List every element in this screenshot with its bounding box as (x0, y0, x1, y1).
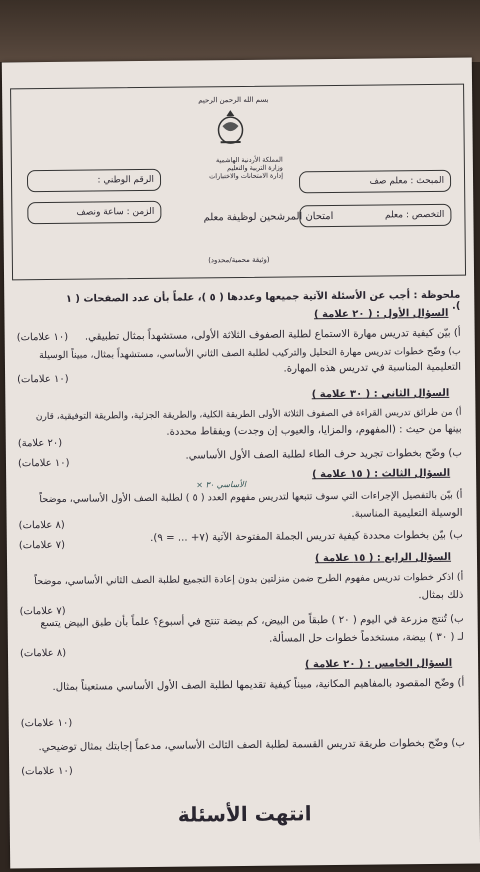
q4-item-a: أ) اذكر خطوات تدريس مفهوم الطرح ضمن منزلتين بدون إعادة التجميع لطلبة الصف الثاني الأساسي، موضحاً (34, 571, 464, 588)
q2-item-a-cont: بينها من حيث : (المفهوم، والمزايا، والعيوب إن وجدت) ويفقاط محددة. (166, 423, 462, 438)
ministry-block (203, 156, 283, 181)
q5-item-b-mark: (١٠ علامات) (21, 765, 73, 778)
q5-item-a: أ) وضّح المقصود بالمفاهيم المكانية، مبيناً كيفية تقديمها لطلبة الصف الأول الأساسي مستعيناً بمثال. (52, 677, 465, 693)
q1-item-b: ب) وضّح خطوات تدريس مهارة التحليل والتركيب لطلبة الصف الثاني الأساسي، مستشهداً بمثال، مبيناً الوسيلة (38, 345, 461, 362)
background-top (0, 0, 480, 62)
question-4-title: السؤال الرابع : ( ١٥ علامة ) (314, 551, 452, 565)
question-3-title: السؤال الثالث : ( ١٥ علامة ) (312, 467, 451, 481)
exam-sheet (2, 58, 480, 869)
question-2-title: السؤال الثاني : ( ٣٠ علامة ) (311, 387, 450, 401)
question-1-title: السؤال الأول : ( ٢٠ علامة ) (313, 307, 449, 321)
end-of-questions: انتهت الأسئلة (177, 801, 312, 827)
ministry-line-2: وزارة التربية والتعليم (227, 163, 283, 173)
specialty-field: التخصص : معلم (299, 204, 451, 228)
q1-item-a-mark: (١٠ علامات) (16, 331, 69, 344)
national-id-field: الرقم الوطني : (27, 169, 161, 192)
jordan-emblem-icon (212, 108, 248, 148)
q3-item-b: ب) بيّن بخطوات محددة كيفية تدريس الجملة المفتوحة الآتية (٧+ ... = ٩). (150, 529, 463, 544)
q3-item-a: أ) بيّن بالتفصيل الإجراءات التي سوف تتبعها لتدريس مفهوم العدد ( ٥ ) لطلبة الصف الأول الأساسي، موضحاً (39, 489, 463, 506)
q2-item-b: ب) وضّح بخطوات تجريد حرف الطاء لطلبة الصف الأول الأساسي. (185, 447, 462, 462)
ministry-line-1: المملكة الأردنية الهاشمية (215, 155, 283, 165)
q4-item-b: ب) تُنتج مزرعة في اليوم ( ٢٠ ) طبقاً من البيض، كم بيضة تنتج في أسبوع؟ علماً بأن طبق البيض يتسع (40, 613, 464, 630)
q3-item-a-mark: (٨ علامات) (18, 519, 65, 532)
q1-item-b-cont: التعليمية المناسبة في تدريس هذه المهارة. (283, 361, 462, 375)
booklet-note: (وثيقة محمية/محدود) (208, 255, 270, 265)
exam-title: امتحان المرشحين لوظيفة معلم (203, 211, 334, 224)
question-5-title: السؤال الخامس : ( ٢٠ علامة ) (304, 657, 453, 671)
q4-item-b-mark: (٨ علامات) (19, 647, 67, 660)
subject-field: المبحث : معلم صف (299, 170, 451, 194)
q4-item-b-cont: لـ ( ٣٠ ) بيضة، مستخدماً خطوات حل المسألة. (269, 631, 464, 645)
ministry-line-3: إدارة الامتحانات والاختبارات (209, 171, 284, 181)
q1-item-a: أ) بيّن كيفية تدريس مهارة الاستماع لطلبة الصفوف الثلاثة الأولى، مستشهداً بمثال تطبيقي. (84, 327, 461, 343)
q5-item-a-mark: (١٠ علامات) (20, 717, 73, 730)
q4-item-a-cont: ذلك بمثال. (418, 589, 464, 602)
q3-item-a-cont: الوسيلة التعليمية المناسبة. (351, 507, 463, 520)
q4-item-a-mark: (٧ علامات) (19, 605, 66, 618)
basmala: بسم الله الرحمن الرحيم (198, 95, 269, 105)
time-field: الزمن : ساعة ونصف (27, 201, 161, 224)
q1-item-b-mark: (١٠ علامات) (17, 373, 69, 386)
instructions-note: ملحوظة : أجب عن الأسئلة الآتية جميعها وعددها ( ٥ )، علماً بأن عدد الصفحات ( ١ ). (65, 289, 461, 312)
q2-item-a: أ) من طرائق تدريس القراءة في الصفوف الثلاثة الأولى الطريقة الكلية، والطريقة الجزئية، والطريقة التوفيقية، قارن (35, 407, 462, 423)
handwritten-note: الأساسي ٣٠ × (196, 479, 246, 490)
q2-item-a-mark: (٢٠ علامة) (17, 437, 63, 450)
q5-item-b: ب) وضّح بخطوات طريقة تدريس القسمة لطلبة الصف الثالث الأساسي، مدعماً إجابتك بمثال توضيحي. (38, 737, 466, 754)
q3-item-b-mark: (٧ علامات) (18, 539, 66, 552)
q2-item-b-mark: (١٠ علامات) (17, 457, 70, 470)
